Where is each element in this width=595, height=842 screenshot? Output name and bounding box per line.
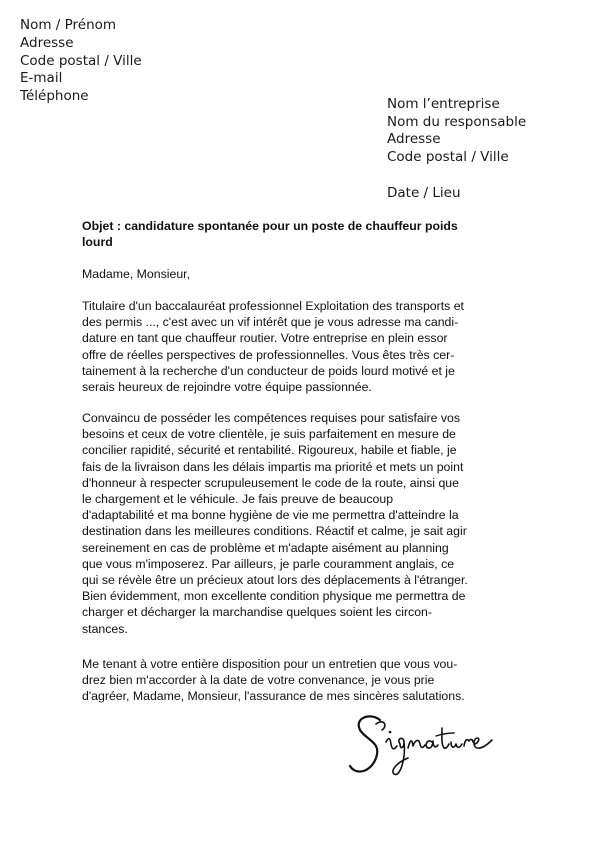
paragraph-line: des permis ..., c'est avec un vif intérêt que je vous adresse ma candi-	[82, 315, 459, 330]
date-place: Date / Lieu	[387, 185, 461, 201]
subject-line: lourd	[82, 235, 113, 250]
recipient-manager: Nom du responsable	[387, 113, 527, 130]
paragraph-line: tainement à la recherche d'un conducteur de poids lourd motivé et je	[82, 363, 455, 378]
sender-address: Adresse	[20, 34, 74, 51]
paragraph-line: d'agréer, Madame, Monsieur, l'assurance de mes sincères salutations.	[82, 689, 465, 704]
recipient-postal-city: Code postal / Ville	[387, 148, 509, 165]
paragraph-line: Bien évidemment, mon excellente condition physique me permettra de	[82, 589, 466, 604]
paragraph-line: qui se révèle être un précieux atout lors des déplacements à l'étranger.	[82, 573, 468, 588]
recipient-block	[387, 96, 526, 166]
paragraph-line: Convaincu de posséder les compétences requises pour satisfaire vos	[82, 411, 460, 425]
paragraph-line: d'honneur à respecter scrupuleusement le code de la route, ainsi que	[82, 475, 459, 490]
paragraph-line: serais heureux de rejoindre votre équipe passionnée.	[82, 380, 372, 395]
paragraph-line: Titulaire d'un baccalauréat professionnel Exploitation des transports et	[82, 299, 464, 313]
paragraph-line: Me tenant à votre entière disposition pour un entretien que vous vou-	[82, 657, 458, 671]
paragraph-closing	[82, 656, 512, 705]
paragraph-line: charger et décharger la marchandise quelques soient les circon-	[82, 605, 432, 620]
paragraph-line: que vous m'imposerez. Par ailleurs, je parle couramment anglais, ce	[82, 556, 455, 571]
signature-strokes	[350, 716, 492, 774]
sender-block	[20, 17, 142, 106]
letter-subject	[82, 218, 512, 250]
paragraph-line: d'adaptabilité et ma bonne hygiène de vie me permettra d'atteindre la	[82, 508, 459, 523]
paragraph-line: fais de la livraison dans les délais impartis ma priorité et mets un point	[82, 459, 464, 474]
paragraph-skills	[82, 410, 512, 637]
paragraph-introduction	[82, 298, 512, 395]
recipient-company: Nom l’entreprise	[387, 96, 500, 112]
sender-postal-city: Code postal / Ville	[20, 52, 142, 69]
paragraph-line: drez bien m'accorder à la date de votre convenance, je vous prie	[82, 673, 435, 688]
sender-name: Nom / Prénom	[20, 17, 117, 33]
paragraph-line: sereinement en cas de problème et m'adapte aisément au planning	[82, 540, 449, 555]
subject-line: Objet : candidature spontanée pour un poste de chauffeur poids	[82, 219, 458, 233]
paragraph-line: concilier rapidité, sécurité et rentabilité. Rigoureux, habile et fiable, je	[82, 443, 457, 458]
letter-salutation: Madame, Monsieur,	[82, 267, 190, 281]
sender-phone: Téléphone	[20, 88, 89, 105]
sender-email: E-mail	[20, 70, 63, 87]
recipient-address: Adresse	[387, 131, 441, 147]
signature-drawing	[340, 700, 500, 790]
paragraph-line: destination dans les meilleures conditions. Réactif et calme, je sait agir	[82, 524, 467, 539]
paragraph-line: stances.	[82, 621, 128, 636]
handwritten-signature	[340, 700, 500, 790]
paragraph-line: dature en tant que chauffeur routier. Votre entreprise en plein essor	[82, 331, 448, 346]
paragraph-line: le chargement et le véhicule. Je fais preuve de beaucoup	[82, 492, 394, 507]
paragraph-line: besoins et ceux de votre clientèle, je suis parfaitement en mesure de	[82, 427, 456, 442]
paragraph-line: offre de réelles perspectives de professionnelles. Vous êtes très cer-	[82, 347, 455, 362]
